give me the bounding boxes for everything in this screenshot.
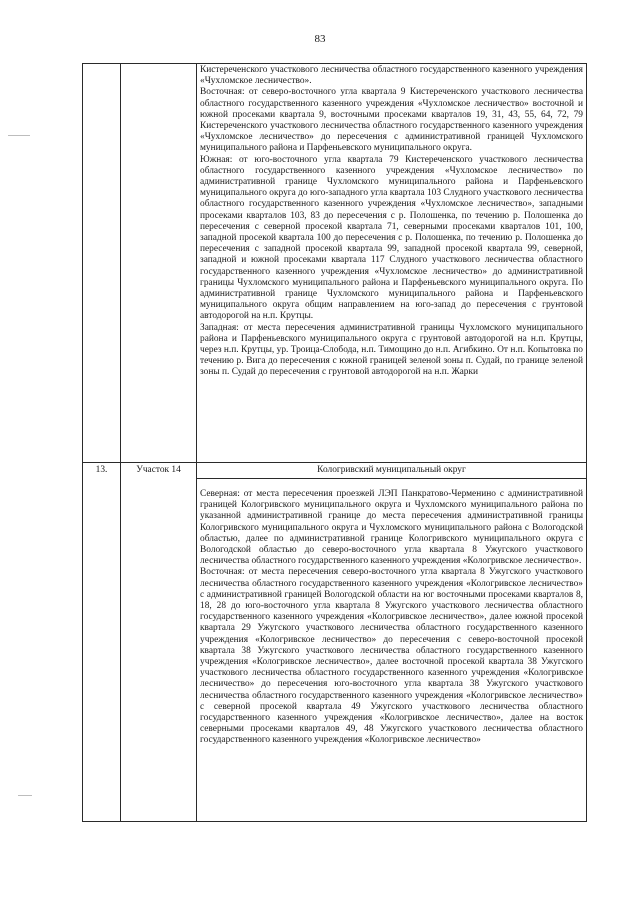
boundaries-table (82, 63, 587, 822)
paragraph: Восточная: от северо-восточного угла квартала 9 Кистереченского участкового лесничества областного государственного казенного учреждения «Чухломское лесничество» восточной и южной просеками квартала 9, восточными просеками кварталов 19, 31, 43, 55, 64, 72, 79 Кистереченского участкового лесничества областного государственного казенного учреждения «Чухломское лесничество» до пересечения с административной границей Чухломского муниципального района и Парфеньевского муниципального округа. (200, 87, 583, 154)
boundary-description (197, 479, 586, 747)
paragraph: Восточная: от места пересечения северо-восточного угла квартала 8 Ужугского участкового лесничества областного государственного казенного учреждения «Кологривское лесничество» с административной границей Вологодской области на юг восточными просеками кварталов 8, 18, 28 до юго-восточного угла квартала 8 Ужугского участкового лесничества областного государственного казенного учреждения «Кологривское лесничество», далее южной просекой квартала 29 Ужугского участкового лесничества областного государственного казенного учреждения «Кологривское лесничество» до пересечения с северо-восточной просекой квартала 38 Ужугского участкового лесничества областного государственного казенного учреждения «Кологривское лесничество», далее восточной просекой квартала 38 Ужугского участкового лесничества областного государственного казенного учреждения «Кологривское лесничество» до пересечения юго-восточного угла квартала 38 Ужугского участкового лесничества областного государственного казенного учреждения «Кологривское лесничество» с северной просекой квартала 49 Ужугского участкового лесничества областного государственного казенного учреждения «Кологривское лесничество», далее на восток северными просеками кварталов 49, 48 Ужугского участкового лесничества областного государственного казенного учреждения «Кологривское лесничество» (200, 567, 583, 746)
table-row (83, 64, 587, 463)
district-heading: Кологривский муниципальный округ (197, 463, 586, 479)
row-number-cell: 13. (83, 463, 121, 822)
scan-artifact (8, 135, 30, 136)
description-cell (197, 64, 587, 463)
scan-artifact (18, 795, 32, 796)
boundary-description (197, 64, 586, 379)
paragraph: Северная: от места пересечения проезжей ЛЭП Панкратово-Черменино с административной границей Кологривского муниципального округа и Чухломского муниципального района по указанной административной границе до места пересечения административной границы Кологривского муниципального округа и Чухломского муниципального района с Вологодской областью, далее по административной границе Кологривского муниципального округа с Вологодской областью до северо-восточного угла квартала 8 Ужугского участкового лесничества областного государственного казенного учреждения «Кологривское лесничество». (200, 489, 583, 567)
paragraph: Западная: от места пересечения административной границы Чухломского муниципального района и Парфеньевского муниципального округа с грунтовой автодорогой на н.п. Крутцы, через н.п. Крутцы, ур. Троица-Слобода, н.п. Тимощино до н.п. Агибкино. От н.п. Копытовка по течению р. Вига до пересечения с южной границей зеленой зоны п. Судай, по границе зеленой зоны п. Судай до пересечения с грунтовой автодорогой на н.п. Жарки (200, 322, 583, 378)
paragraph: Кистереченского участкового лесничества областного государственного казенного учреждения «Чухломское лесничество». (200, 65, 583, 87)
table-row (83, 463, 587, 822)
section-cell (121, 64, 197, 463)
paragraph: Южная: от юго-восточного угла квартала 79 Кистереченского участкового лесничества областного государственного казенного учреждения «Чухломское лесничество» по административной границе Чухломского муниципального района и Парфеньевского муниципального округа до юго-западного угла квартала 103 Слудного участкового лесничества областного государственного казенного учреждения «Чухломское лесничество», западными просеками кварталов 103, 83 до пересечения с р. Полошенка, по течению р. Полошенка до пересечения с северной просекой квартала 71, северными просеками кварталов 101, 100, западной просекой квартала 100 до пересечения с р. Полошенка, по течению р. Полошенка до пересечения с западной просекой квартала 99, западной просекой квартала 99, северной, западной и южной просеками квартала 117 Слудного участкового лесничества областного государственного казенного учреждения «Чухломское лесничество» до административной границы Чухломского муниципального района и Парфеньевского муниципального округа. По административной границе Чухломского муниципального района и Парфеньевского муниципального округа общим направлением на юго-запад до пересечения с грунтовой автодорогой на н.п. Крутцы. (200, 154, 583, 322)
page-number: 83 (314, 33, 326, 45)
row-number-cell (83, 64, 121, 463)
section-cell: Участок 14 (121, 463, 197, 822)
description-cell (197, 463, 587, 822)
